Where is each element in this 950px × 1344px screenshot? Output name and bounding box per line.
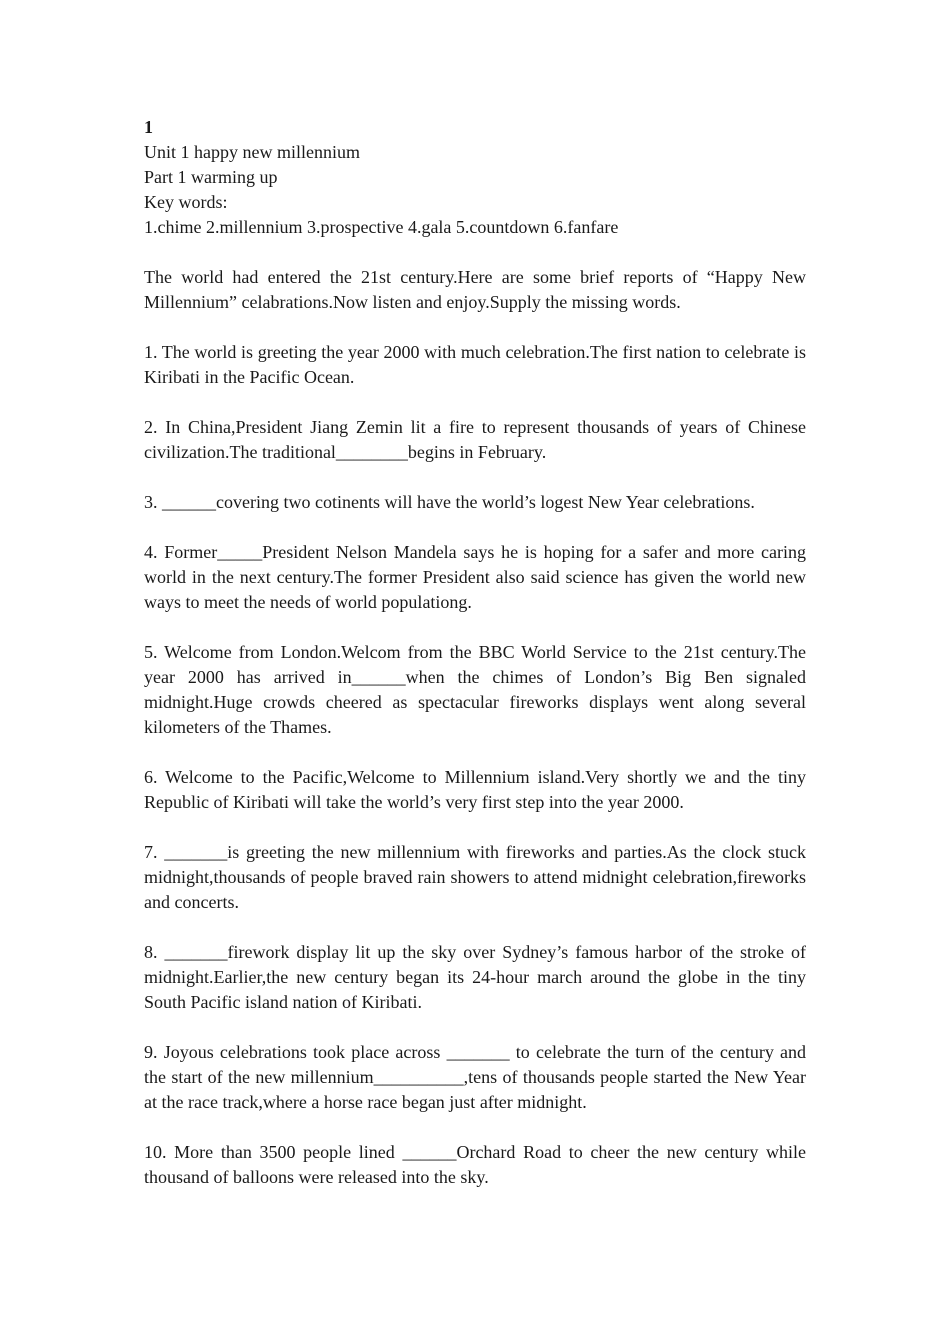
exercise-item-5: 5. Welcome from London.Welcom from the BBC World Service to the 21st century.The year 2000 has arrived in______when the chimes of London’s Big Ben signaled midnight.Huge crowds cheered as spectacular fireworks displays went along several kilometers of the Thames.: [144, 642, 806, 737]
exercise-item-9: 9. Joyous celebrations took place across _______ to celebrate the turn of the century and the start of the new millennium__________,tens of thousands people started the New Year at the race track,where a horse race began just after midnight.: [144, 1042, 806, 1112]
exercise-item-1: 1. The world is greeting the year 2000 with much celebration.The first nation to celebrate is Kiribati in the Pacific Ocean.: [144, 342, 806, 387]
page-number: 1: [144, 117, 153, 137]
exercise-item-10: 10. More than 3500 people lined ______Orchard Road to cheer the new century while thousand of balloons were released into the sky.: [144, 1142, 806, 1187]
exercise-item-2: 2. In China,President Jiang Zemin lit a fire to represent thousands of years of Chinese civilization.The traditional________begins in February.: [144, 417, 806, 462]
exercise-item-3: 3. ______covering two cotinents will have the world’s logest New Year celebrations.: [144, 492, 755, 512]
exercise-item-7: 7. _______is greeting the new millennium with fireworks and parties.As the clock stuck midnight,thousands of people braved rain showers to attend midnight celebration,fireworks and concerts.: [144, 842, 806, 912]
key-words-label: Key words:: [144, 192, 228, 212]
unit-title: Unit 1 happy new millennium: [144, 142, 360, 162]
exercise-item-4: 4. Former_____President Nelson Mandela says he is hoping for a safer and more caring world in the next century.The former President also said science has given the world new ways to meet the needs of world populationg.: [144, 542, 806, 612]
exercise-item-8: 8. _______firework display lit up the sky over Sydney’s famous harbor of the stroke of midnight.Earlier,the new century began its 24-hour march around the globe in the tiny South Pacific island nation of Kiribati.: [144, 942, 806, 1012]
exercise-item-6: 6. Welcome to the Pacific,Welcome to Millennium island.Very shortly we and the tiny Republic of Kiribati will take the world’s very first step into the year 2000.: [144, 767, 806, 812]
intro-paragraph: The world had entered the 21st century.Here are some brief reports of “Happy New Millennium” celabrations.Now listen and enjoy.Supply the missing words.: [144, 267, 806, 312]
part-title: Part 1 warming up: [144, 167, 278, 187]
document-page: [144, 115, 806, 1190]
key-words-list: 1.chime 2.millennium 3.prospective 4.gala 5.countdown 6.fanfare: [144, 217, 619, 237]
